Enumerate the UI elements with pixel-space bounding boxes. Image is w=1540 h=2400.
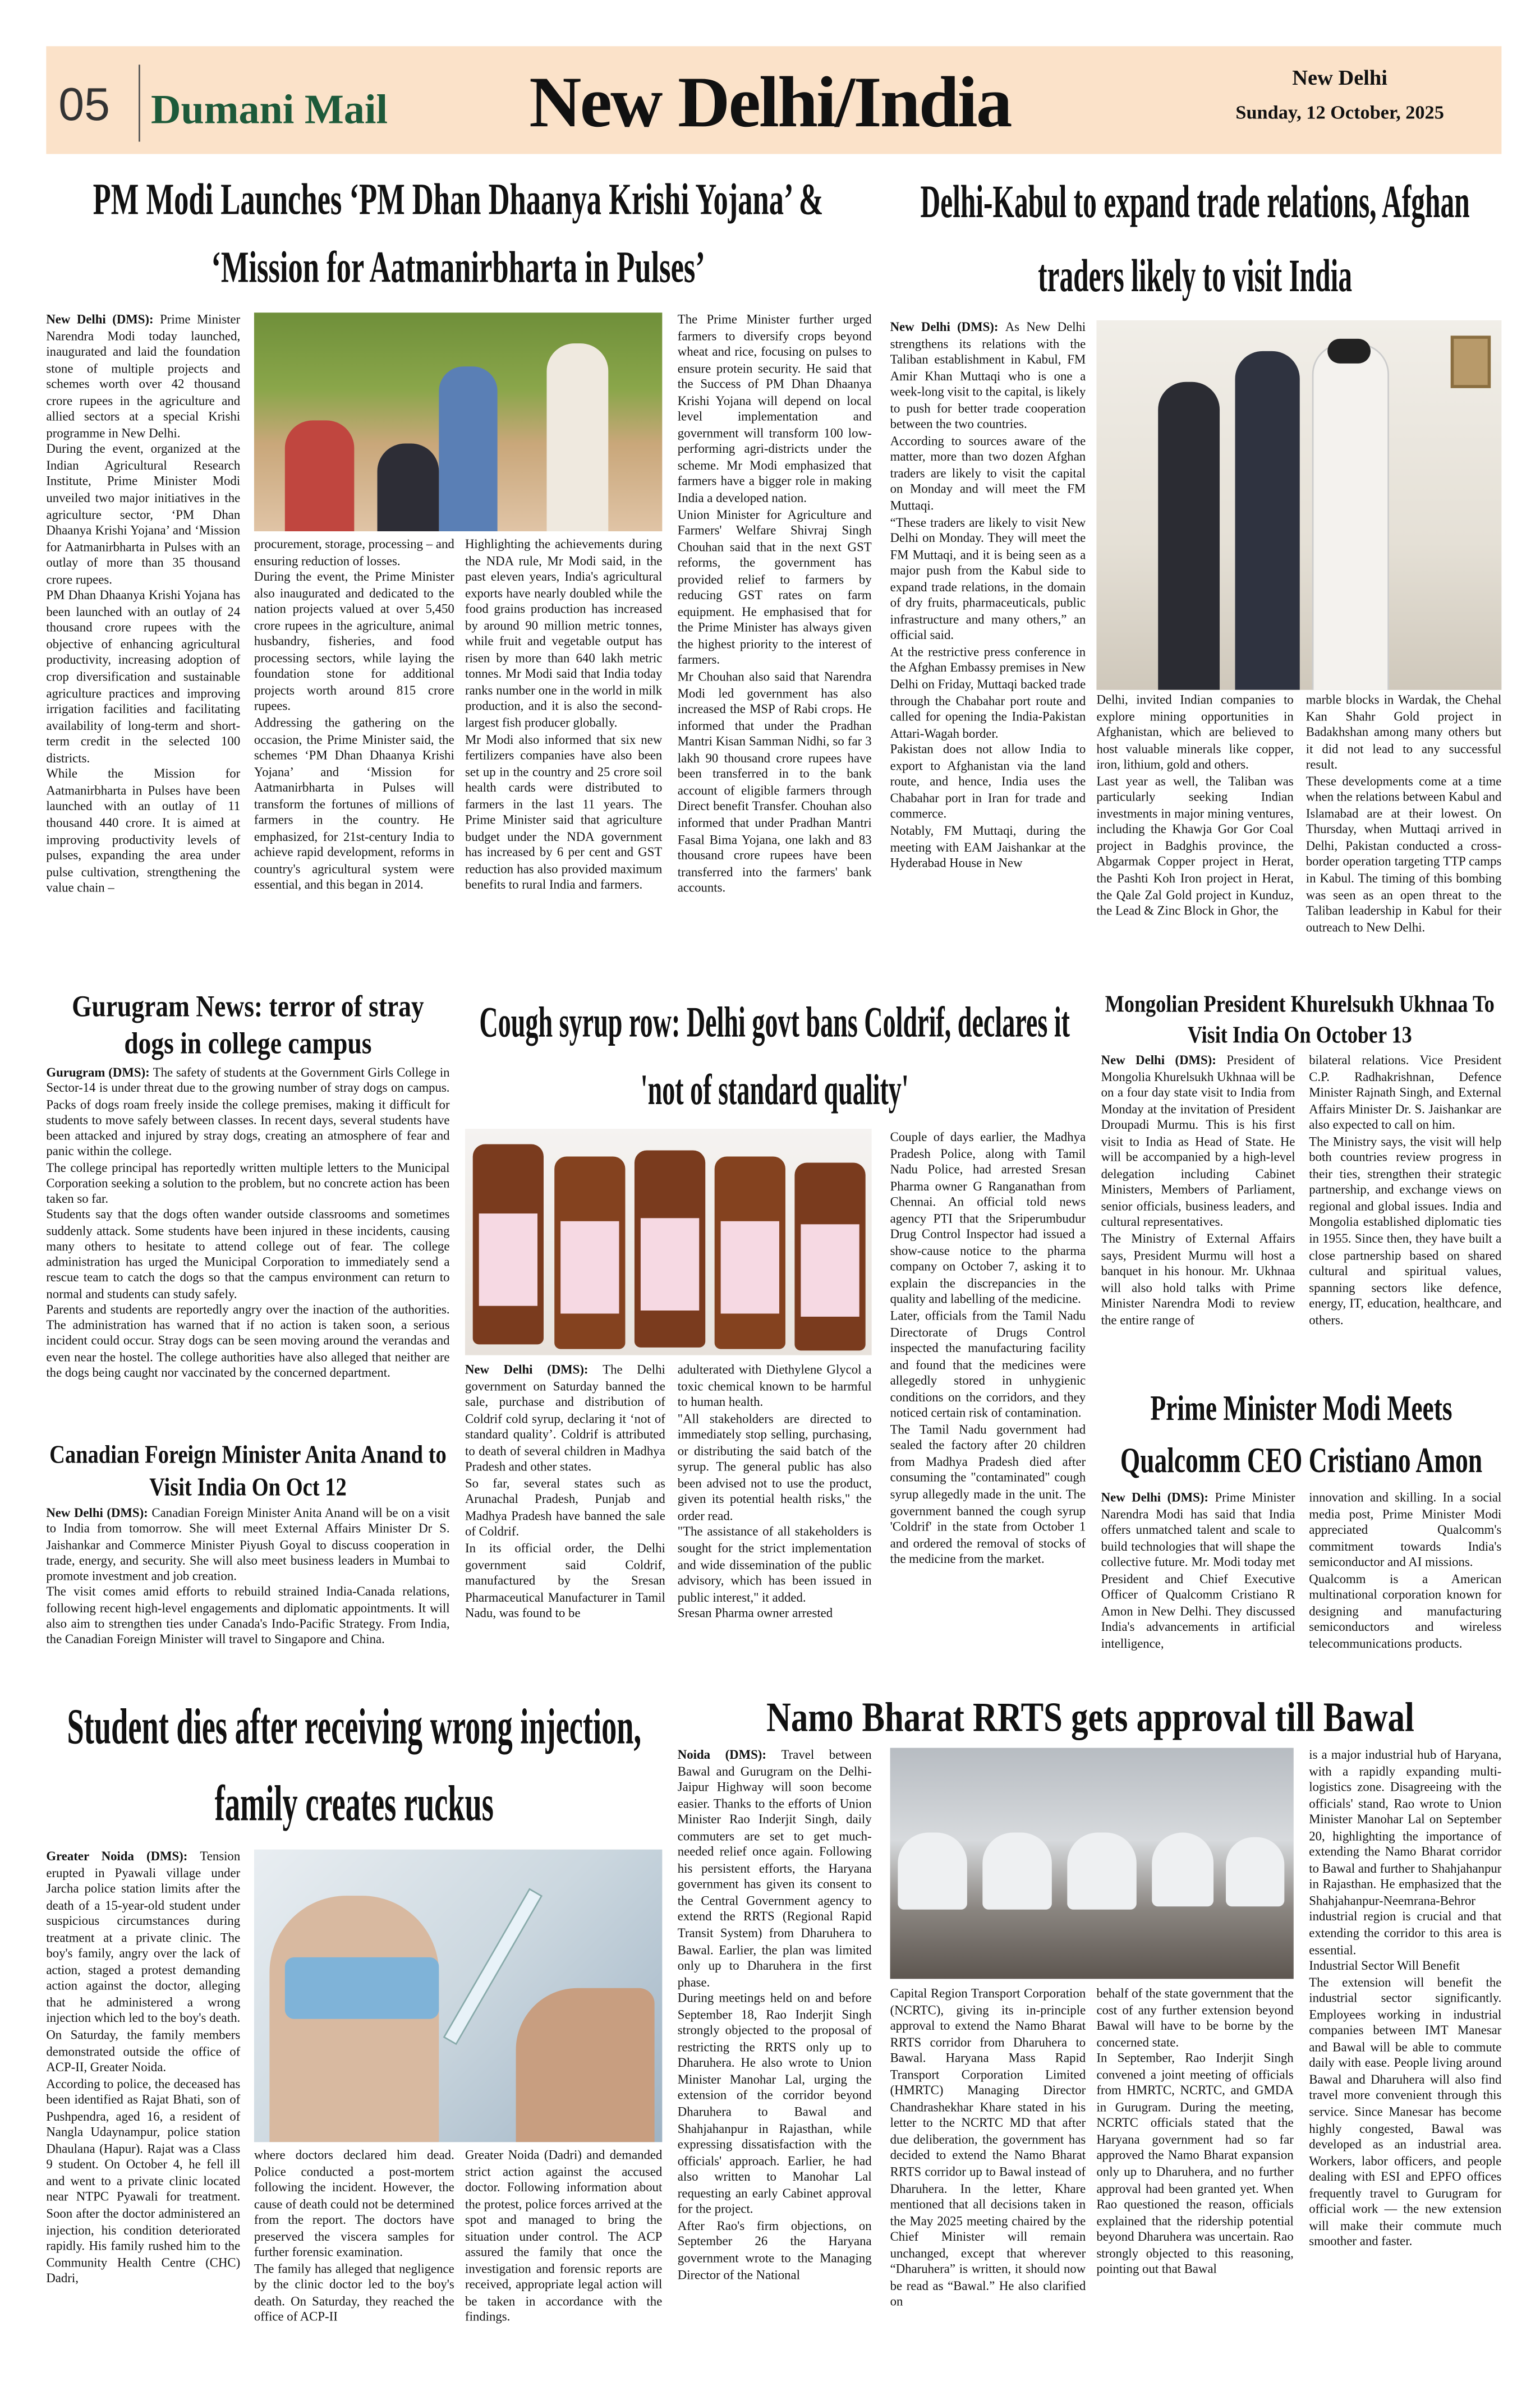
paragraph: behalf of the state government that the cost of any further extension beyond Bawal will have to be borne by the concerned state. (1096, 1987, 1294, 2049)
headline-box (674, 1691, 1506, 1743)
paragraph: The extension will benefit the industrial sector significantly. Employees working in industrial companies between IMT Manesar and Bawal will be able to commute daily with ease. People living around Bawal and Dharuhera will also find travel more convenient through this service. Since Manesar has become highly congested, Bawal was developed as an industrial area. Workers, labor officers, and people dealing with ESI and EPFO offices frequently travel to Gurugram for official work — the new extension will make their commute much smoother and faster. (1309, 1975, 1502, 2249)
article-column (1309, 1491, 1501, 1675)
paragraph: Noida (DMS): Travel between Bawal and Gurugram on the Delhi-Jaipur Highway will soon become easier. Thanks to the efforts of Union Minister Rao Inderjit Singh, daily commuters are set to get much-needed relief once again. Following his persistent efforts, the Haryana government has given its consent to the Central Government agency to extend the RRTS (Regional Rapid Transit System) from Dharuhera to Bawal. Earlier, the plan was limited only up to Dharuhera in the first phase. (677, 1748, 872, 1989)
paragraph: innovation and skilling. In a social media post, Prime Minister Modi appreciated Qualcomm's commitment towards India's semiconductor and AI missions. (1309, 1491, 1502, 1570)
article-column (890, 320, 1086, 969)
paragraph: marble blocks in Wardak, the Chehal Kan Shahr Gold project in Badakhshan among many others but it did not lead to any successful result. (1305, 693, 1502, 772)
paragraph: The Prime Minister further urged farmers to diversify crops beyond wheat and rice, focusing on pulses to ensure protein security. He said that the Success of PM Dhan Dhaanya Krishi Yojana will depend on local level implementation and government will transform 100 low-performing agri-districts under the scheme. Mr Modi emphasized that farmers have a bigger role in making India a developed nation. (677, 312, 872, 505)
article-column (1306, 693, 1502, 968)
paragraph: "The assistance of all stakeholders is sought for the strict implementation and wide dissemination of the public advisory, which has been issued in public interest," it added. (677, 1525, 872, 1604)
headline-box (1098, 990, 1501, 1052)
paragraph: is a major industrial hub of Haryana, with a rapidly expanding multi-logistics zone. Disagreeing with the officials' stand, Rao wrote to Union Minister Manohar Lal on September 20, highlighting the importance of extending the Namo Bharat corridor to Bawal and further to Shahjahanpur in Rajasthan. He emphasized that the Shahjahanpur-Neemrana-Behror industrial region is crucial and that extending the corridor to this area is essential. (1309, 1748, 1502, 1957)
paragraph: Parents and students are reportedly angry over the inaction of the authorities. The administration has warned that if no action is taken soon, a serious incident could occur. Stray dogs can be seen moving around the verandas and even near the hostel. The college authorities have also alleged that neither are the dogs being caught nor vaccinated by the concerned department. (46, 1302, 450, 1380)
paragraph: Notably, FM Muttaqi, during the meeting with EAM Jaishankar at the Hyderabad House in New (890, 824, 1086, 871)
issue-date: Sunday, 12 October, 2025 (1235, 102, 1444, 123)
paragraph: Highlighting the achievements during the NDA rule, Mr Modi said, in the past eleven years, India's agricultural exports have nearly doubled while the food grains production has increased by around 90 million metric tonnes, while fruit and vegetable output has risen by more than 640 lakh metric tonnes. Mr Modi said that India today ranks number one in the world in milk production, and it is also the second-largest fish producer globally. (465, 537, 663, 730)
article-column (890, 1130, 1086, 1676)
article-column (465, 537, 662, 969)
dateline: New Delhi (DMS): (46, 1506, 152, 1520)
article-column (678, 1748, 872, 2399)
dateline: New Delhi (DMS): (465, 1363, 603, 1377)
paragraph: “These traders are likely to visit New Delhi on Monday. They will meet the FM Muttaqi, and it is being seen as a major push from the Kabul side to expand trade relations, in the domain of dry fruits, pharmaceuticals, public infrastructure and many others,” an official said. (890, 515, 1086, 643)
edition-city: New Delhi (1292, 67, 1387, 91)
paragraph: procurement, storage, processing – and ensuring reduction of losses. (254, 537, 454, 568)
section-title: New Delhi/India (529, 63, 1011, 144)
article-column (46, 1066, 449, 1432)
headline-modi-qualcomm: Prime Minister Modi Meets Qualcomm CEO Cristiano Amon (1120, 1388, 1483, 1480)
paragraph: Qualcomm is a American multinational corporation known for designing and manufacturing semiconductors and wireless telecommunications products. (1309, 1571, 1502, 1651)
article-column (46, 312, 240, 968)
paragraph: adulterated with Diethylene Glycol a toxic chemical known to be harmful to human health. (677, 1363, 872, 1409)
headline-delhi-kabul: Delhi-Kabul to expand trade relations, Afghan traders likely to visit India (920, 177, 1470, 302)
paragraph: bilateral relations. Vice President C.P. Radhakrishnan, Defence Minister Rajnath Singh, and External Affairs Minister Dr. S. Jaishankar are also expected to call on him. (1309, 1053, 1502, 1133)
paragraph: During the event, organized at the Indian Agricultural Research Institute, Prime Minister Modi unveiled two major initiatives in the agriculture sector, ‘PM Dhan Dhaanya Krishi Yojana’ and ‘Mission for Aatmanirbharta in Pulses with an outlay of more than 35 thousand crore rupees. (46, 442, 241, 587)
paragraph: New Delhi (DMS): Canadian Foreign Minister Anita Anand will be on a visit to India from tomorrow. She will meet External Affairs Minister Dr S. Jaishankar and Commerce Minister Piyush Goyal to discuss cooperation in trade, energy, and security. She will also meet business leaders in Mumbai to promote investment and job creation. (46, 1506, 450, 1583)
paragraph: During the event, the Prime Minister also inaugurated and dedicated to the nation projects valued at over 5,450 crore rupees in the agriculture, animal husbandry, fisheries, and food processing sectors, while laying the foundation stone for additional projects worth around 815 crore rupees. (254, 569, 454, 714)
headline-box (46, 166, 870, 302)
photo-injection (254, 1850, 662, 2142)
paragraph: In its official order, the Delhi government said Coldrif, manufactured by the Sresan Pharmaceutical Manufacturer in Tamil Nadu, was found to be (465, 1541, 665, 1621)
paragraph: Delhi, invited Indian companies to explore mining opportunities in Afghanistan, which are believed to host valuable minerals like copper, iron, lithium, gold and others. (1096, 693, 1294, 772)
paragraph: Gurugram (DMS): The safety of students at the Government Girls College in Sector-14 is under threat due to the growing number of stray dogs on campus. Packs of dogs roam freely inside the college premises, making it difficult for students to move safely between classes. In recent days, several students have been attacked and injured by stray dogs, creating an atmosphere of fear and panic within the college. (46, 1065, 450, 1158)
photo-modi-farmers (254, 312, 662, 531)
article-column (1096, 1987, 1293, 2399)
headline-box (887, 166, 1503, 314)
article-column (890, 1987, 1086, 2399)
paragraph: Union Minister for Agriculture and Farmers' Welfare Shivraj Singh Chouhan said that in the next GST reforms, the government has provided relief to farmers by reducing GST rates on farm equipment. He emphasised that for the Prime Minister has always given the highest priority to the interest of farmers. (677, 507, 872, 668)
article-column (1309, 1748, 1501, 2399)
paragraph: The family has alleged that negligence by the clinic doctor led to the boy's death. On Saturday, they reached the office of ACP-II (254, 2261, 454, 2325)
paragraph: These developments come at a time when the relations between Kabul and Islamabad are at their lowest. On Thursday, when Muttaqi arrived in Delhi, Pakistan conducted a cross-border operation targeting TTP camps in Kabul. The timing of this bombing was seen as an open threat to the Taliban leadership in Kabul for their outreach to New Delhi. (1305, 774, 1502, 935)
article-column (46, 1506, 449, 1676)
paragraph: New Delhi (DMS): As New Delhi strengthens its relations with the Taliban establishment in Kabul, FM Amir Khan Muttaqi who is one a week-long visit to the capital, is likely to push for better trade cooperation between the two countries. (890, 320, 1086, 432)
dateline: New Delhi (DMS): (1101, 1053, 1227, 1068)
headline-mongolian-president: Mongolian President Khurelsukh Ukhnaa To Visit India On October 13 (1105, 991, 1495, 1049)
dateline: New Delhi (DMS): (890, 320, 1005, 334)
photo-jaishankar-muttaqi (1096, 320, 1501, 690)
photo-rrts-trains (890, 1748, 1294, 1979)
dateline: Noida (DMS): (677, 1748, 782, 1762)
paragraph: The visit comes amid efforts to rebuild strained India-Canada relations, following recent high-level engagements and diplomatic appointments. It will also aim to strengthen ties under Canada's Indo-Pacific Strategy. From India, the Canadian Foreign Minister will travel to Singapore and China. (46, 1585, 450, 1647)
paragraph: "All stakeholders are directed to immediately stop selling, purchasing, or distributing the said batch of the syrup. The general public has also been advised not to use the product, given its potential health risks," the order read. (677, 1412, 872, 1523)
paragraph: Couple of days earlier, the Madhya Pradesh Police, along with Tamil Nadu Police, had arrested Sresan Pharma owner G Ranganathan from Chennai. An official told news agency PTI that the Sriperumbudur Drug Control Inspector had issued a show-cause notice to the pharma company on October 7, asking it to explain the discrepancies in the quality and labelling of the medicine. (890, 1130, 1086, 1307)
paragraph: Greater Noida (Dadri) and demanded strict action against the accused doctor. Following information about the protest, police forces arrived at the spot and managed to bring the situation under control. The ACP assured the family that once the investigation and forensic reports are received, appropriate legal action will be taken in accordance with the findings. (465, 2148, 663, 2325)
divider (139, 65, 140, 141)
article-column (1101, 1054, 1295, 1380)
headline-namo-bharat: Namo Bharat RRTS gets approval till Bawal (766, 1694, 1414, 1740)
article-column (1309, 1054, 1501, 1380)
headline-box (1098, 1383, 1505, 1488)
headline-box (46, 990, 449, 1064)
article-column (678, 312, 872, 968)
headline-canadian-fm: Canadian Foreign Minister Anita Anand to Visit India On Oct 12 (49, 1440, 447, 1502)
paragraph: New Delhi (DMS): The Delhi government on Saturday banned the sale, purchase and distribution of Coldrif cold syrup, declaring it ‘not of standard quality’. Coldrif is attributed to death of several children in Madhya Pradesh and other states. (465, 1363, 665, 1474)
paragraph: Later, officials from the Tamil Nadu Directorate of Drugs Control inspected the manufacturing facility and found that the medicines were allegedly stored in unhygienic conditions on the corridors, and they noticed certain risk of contamination. (890, 1309, 1086, 1420)
paragraph: At the restrictive press conference in the Afghan Embassy premises in New Delhi on Friday, Muttaqi backed trade through the Chabahar port route and called for opening the India-Pakistan Attari-Wagah border. (890, 645, 1086, 741)
dateline: Gurugram (DMS): (46, 1065, 153, 1080)
paragraph: Industrial Sector Will Benefit (1309, 1958, 1460, 1973)
paragraph: The college principal has reportedly written multiple letters to the Municipal Corporation seeking a solution to the problem, but no concrete action has been taken so far. (46, 1160, 450, 1206)
paragraph: According to sources aware of the matter, more than two dozen Afghan traders are likely to visit the capital on Monday and will meet the FM Muttaqi. (890, 434, 1086, 513)
headline-box (46, 1438, 449, 1503)
article-column (46, 1850, 240, 2399)
paragraph: where doctors declared him dead. Police conducted a post-mortem following the incident. However, the cause of death could not be determined from the report. The doctors have preserved the viscera samples for further forensic examination. (254, 2148, 454, 2260)
paragraph: Greater Noida (DMS): Tension erupted in Pyawali village under Jarcha police station limits after the death of a 15-year-old student under suspicious circumstances during treatment at a private clinic. The boy's family, angry over the lack of action, staged a protest demanding action against the doctor, alleging that he administered a wrong injection which led to the boy's death. On Saturday, the family members demonstrated outside the office of ACP-II, Greater Noida. (46, 1849, 241, 2075)
paragraph: So far, several states such as Arunachal Pradesh, Punjab and Madhya Pradesh have banned the sale of Coldrif. (465, 1476, 665, 1539)
article-column (465, 1363, 665, 1675)
paragraph: Mr Modi also informed that six new fertilizers companies have also been set up in the country and 25 crore soil health cards were distributed to farmers in the last 11 years. The Prime Minister said that agriculture budget under the NDA government has increased by 6 per cent and GST reduction has also provided maximum benefits to rural India and farmers. (465, 732, 663, 893)
paragraph: The Ministry says, the visit will help both countries review progress in their ties, strengthen their strategic partnership, and exchange views on regional and global issues. India and Mongolia established diplomatic ties in 1955. Since then, they have built a close partnership based on shared cultural and spiritual values, spanning sectors like defence, energy, IT, education, healthcare, and others. (1309, 1134, 1502, 1327)
paragraph: Pakistan does not allow India to export to Afghanistan via the land route, and hence, India uses the Chabahar port in Iran for trade and commerce. (890, 742, 1086, 822)
paragraph: The Ministry of External Affairs says, President Murmu will host a banquet in his honour. Mr. Ukhnaa will also hold talks with Prime Minister Narendra Modi to review the entire range of (1101, 1232, 1295, 1327)
dateline: New Delhi (DMS): (1101, 1491, 1215, 1505)
headline-student-injection: Student dies after receiving wrong injection, family creates ruckus (67, 1700, 642, 1833)
paragraph: New Delhi (DMS): Prime Minister Narendra Modi has said that India offers unmatched talent and scale to build technologies that will shape the collective future. Mr. Modi today met President and Chief Executive Officer of Qualcomm Cristiano R Amon in New Delhi. They discussed India's advancements in artificial intelligence, (1101, 1491, 1295, 1651)
paragraph: Sresan Pharma owner arrested (677, 1606, 833, 1621)
article-column (254, 2148, 454, 2399)
page-number: 05 (58, 80, 110, 131)
paragraph: Last year as well, the Taliban was particularly seeking Indian investments in major mining ventures, including the Khawja Gor Gor Coal project in Badghis province, the Abgarmak Copper project in Herat, the Pashti Koh Iron project in Herat, the Qale Zal Gold project in Kunduz, the Lead & Zinc Block in Ghor, the (1096, 774, 1294, 918)
paragraph: Addressing the gathering on the occasion, the Prime Minister said, the schemes ‘PM Dhan Dhaanya Krishi Yojana’ and ‘Mission for Aatmanirbharta in Pulses will transform the fortunes of millions of farmers in the country. He emphasized, for 21st-century India to achieve rapid development, reforms in country's agricultural system were essential, and this began in 2014. (254, 716, 454, 893)
paragraph: In September, Rao Inderjit Singh convened a joint meeting of officials from HMRTC, NCRTC, and GMDA in Gurugram. During the meeting, NCRTC officials stated that the Haryana government had so far approved the Namo Bharat expansion only up to Dharuhera, and no further approval had been granted yet. When Rao questioned the reason, officials explained that the ridership potential beyond Dharuhera was uncertain. Rao strongly objected to this reasoning, pointing out that Bawal (1096, 2051, 1294, 2277)
dateline: Greater Noida (DMS): (46, 1849, 200, 1864)
article-column (465, 2148, 662, 2399)
article-column (678, 1363, 872, 1675)
paragraph: Students say that the dogs often wander outside classrooms and sometimes suddenly attack. Some students have been injured in these incidents, causing many others to hesitate to attend college out of fear. The college administration has urged the Municipal Corporation to immediately send a rescue team to catch the dogs so that the campus environment can return to normal and students can study safely. (46, 1207, 450, 1301)
paragraph: The Tamil Nadu government had sealed the factory after 20 children from Madhya Pradesh died after consuming the "contaminated" cough syrup allegedly made in the unit. The government banned the cough syrup 'Coldrif' in the state from October 1 and ordered the removal of stocks of the medicine from the market. (890, 1422, 1086, 1567)
paragraph: While the Mission for Aatmanirbharta in Pulses have been launched with an outlay of 11 thousand 440 crore. It is aimed at improving productivity levels of pulses, expanding the area under pulse cultivation, strengthening the value chain – (46, 767, 241, 895)
headline-gurugram-stray-dogs: Gurugram News: terror of stray dogs in college campus (72, 991, 424, 1061)
paragraph: PM Dhan Dhaanya Krishi Yojana has been launched with an outlay of 24 thousand crore rupees with the objective of enhancing agricultural productivity, increasing adoption of crop diversification and sustainable agriculture practices and improving irrigation facilities and facilitating availability of long-term and short-term credit in the selected 100 districts. (46, 588, 241, 765)
paragraph: New Delhi (DMS): Prime Minister Narendra Modi today launched, inaugurated and laid the foundation stone of multiple projects and schemes worth over 42 thousand crore rupees in the agriculture and allied sectors at a special Krishi programme in New Delhi. (46, 312, 241, 440)
headline-box (462, 990, 1087, 1126)
paragraph: After Rao's firm objections, on September 26 the Haryana government wrote to the Managing Director of the National (677, 2219, 872, 2282)
paragraph: Capital Region Transport Corporation (NCRTC), giving its in-principle approval to extend the Namo Bharat RRTS corridor from Dharuhera to Bawal. Haryana Mass Rapid Transport Corporation Limited (HMRTC) Managing Director Chandrashekhar Khare stated in his letter to the NCRTC MD that after due deliberation, the government has decided to extend the Namo Bharat RRTS corridor up to Bawal instead of Dharuhera. In the letter, Khare mentioned that all decisions taken in the May 2025 meeting chaired by the Chief Minister will remain unchanged, except that wherever “Dharuhera” is written, it should now be read as “Bawal.” He also clarified on (890, 1987, 1086, 2309)
brand-name: Dumani Mail (151, 86, 388, 133)
dateline: New Delhi (DMS): (46, 312, 160, 327)
paragraph: According to police, the deceased has been identified as Rajat Bhati, son of Pushpendra, aged 16, a resident of Nangla Udaynampur, police station Dhaulana (Hapur). Rajat was a Class 9 student. On October 4, he fell ill and went to a private clinic located near NTPC Pyawali for treatment. Soon after the doctor administered an injection, his condition deteriorated rapidly. His family rushed him to the Community Health Centre (CHC) Dadri, (46, 2077, 241, 2286)
headline-box (46, 1689, 662, 1843)
headline-pm-modi-krishi: PM Modi Launches ‘PM Dhan Dhaanya Krishi Yojana’ & ‘Mission for Aatmanirbharta in Pulses’ (93, 175, 824, 293)
paragraph: Mr Chouhan also said that Narendra Modi led government has also increased the MSP of Rabi crops. He informed that under the Pradhan Mantri Kisan Samman Nidhi, so far 3 lakh 90 thousand crore rupees have been transferred in to the bank account of eligible farmers through Direct benefit Transfer. Chouhan also informed that under Pradhan Mantri Fasal Bima Yojana, one lakh and 83 thousand crore rupees have been transferred into the farmers' bank accounts. (677, 670, 872, 895)
article-column (254, 537, 454, 969)
paragraph: During meetings held on and before September 18, Rao Inderjit Singh strongly objected to the proposal of restricting the RRTS only up to Dharuhera. He also wrote to Union Minister Manohar Lal, urging the extension of the corridor beyond Dharuhera to Bawal and Shahjahanpur in Rajasthan, while expressing dissatisfaction with the officials' approach. Earlier, he had also written to Manohar Lal requesting an early Cabinet approval for the project. (677, 1991, 872, 2217)
headline-cough-syrup: Cough syrup row: Delhi govt bans Coldrif, declares it 'not of standard quality' (479, 999, 1070, 1115)
photo-coldrif-bottles (465, 1129, 872, 1355)
paragraph: New Delhi (DMS): President of Mongolia Khurelsukh Ukhnaa will be on a four day state visit to India from Monday at the invitation of President Droupadi Murmu. This is his first visit to India as Head of State. He will be accompanied by a high-level delegation including Cabinet Ministers, Members of Parliament, senior officials, business leaders, and cultural representatives. (1101, 1053, 1295, 1230)
article-column (1101, 1491, 1295, 1675)
article-column (1096, 693, 1293, 968)
